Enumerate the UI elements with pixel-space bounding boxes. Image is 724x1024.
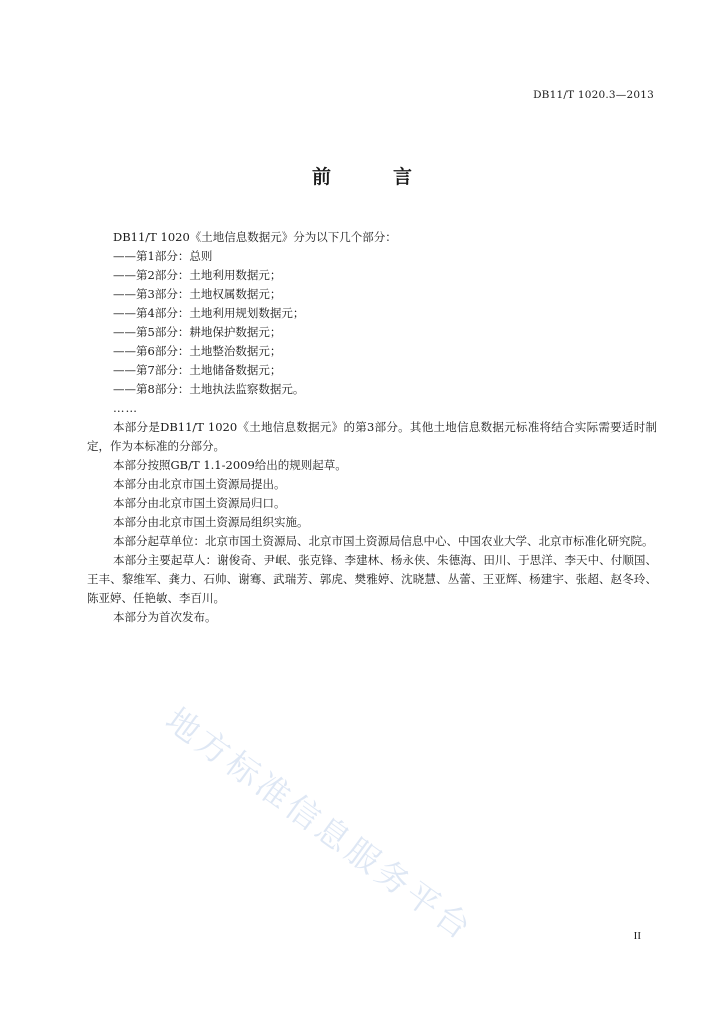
paragraph-drafting-units: 本部分起草单位：北京市国土资源局、北京市国土资源局信息中心、中国农业大学、北京市标准化研究院。 (113, 534, 654, 548)
paragraph-drafters: 本部分主要起草人：谢俊奇、尹岷、张克锋、李建林、杨永侠、朱德海、田川、于思洋、李天中、付顺国、王丰、黎维军、龚力、石帅、谢骞、武瑞芳、郭虎、樊雅婷、沈晓慧、丛蕾、王亚辉、杨建宇、张超、赵冬玲、陈亚婷、任艳敏、李百川。 (87, 553, 657, 605)
list-item: ——第5部分：耕地保护数据元； (113, 325, 282, 339)
page-number: II (633, 930, 641, 942)
parts-list (87, 247, 657, 399)
ellipsis: …… (113, 401, 138, 415)
watermark: 地方标准信息服务平台 (158, 699, 481, 949)
paragraph-centralized-by: 本部分由北京市国土资源局归口。 (113, 496, 286, 510)
list-item: ——第4部分：土地利用规划数据元； (113, 306, 305, 320)
intro-paragraph: DB11/T 1020《土地信息数据元》分为以下几个部分： (113, 230, 397, 244)
paragraph-first-release: 本部分为首次发布。 (113, 610, 217, 624)
page-title: 前言 (311, 166, 474, 188)
paragraph-proposed-by: 本部分由北京市国土资源局提出。 (113, 477, 286, 491)
list-item: ——第6部分：土地整治数据元； (113, 344, 282, 358)
list-item: ——第3部分：土地权属数据元； (113, 287, 282, 301)
list-item: ——第2部分：土地利用数据元； (113, 268, 282, 282)
paragraph-drafting-rules: 本部分按照GB/T 1.1-2009给出的规则起草。 (113, 458, 347, 472)
list-item: ——第8部分：土地执法监察数据元。 (113, 382, 305, 396)
foreword-body (87, 228, 657, 627)
list-item: ——第7部分：土地储备数据元； (113, 363, 282, 377)
list-item: ——第1部分：总则 (113, 249, 213, 263)
document-code: DB11/T 1020.3—2013 (533, 89, 654, 101)
paragraph-implemented-by: 本部分由北京市国土资源局组织实施。 (113, 515, 309, 529)
paragraph-part-statement: 本部分是DB11/T 1020《土地信息数据元》的第3部分。其他土地信息数据元标准将结合实际需要适时制定，作为本标准的分部分。 (87, 420, 657, 453)
